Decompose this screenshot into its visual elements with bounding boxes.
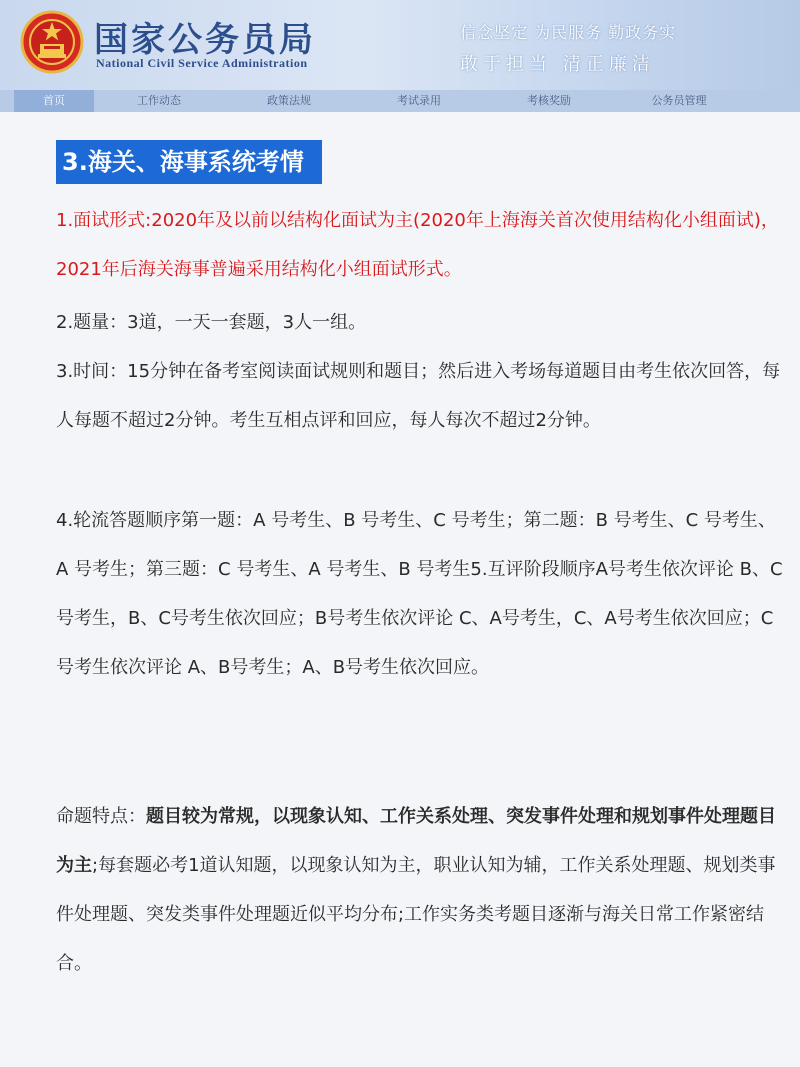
slogan-line-2: 敢于担当 清正廉洁 bbox=[460, 54, 655, 75]
nav-item-home[interactable]: 首页 bbox=[14, 90, 94, 112]
features-label: 命题特点： bbox=[56, 806, 146, 827]
item-interview-format: 1.面试形式:2020年及以前以结构化面试为主(2020年上海海关首次使用结构化小组面试)，2021年后海关海事普遍采用结构化小组面试形式。 bbox=[56, 210, 779, 280]
features-rest-text: ;每套题必考1道认知题，以现象认知为主，职业认知为辅，工作关系处理题、规划类事件处理题、突发类事件处理题近似平均分布;工作实务类考题目逐渐与海关日常工作紧密结合。 bbox=[56, 855, 776, 974]
nav-item-exam[interactable]: 考试录用 bbox=[397, 94, 441, 107]
site-subtitle: National Civil Service Administration bbox=[96, 56, 308, 70]
item-question-count: 2.题量：3道，一天一套题，3人一组。 bbox=[56, 312, 367, 333]
article-body bbox=[0, 112, 800, 1067]
slogan-line-1: 信念坚定 为民服务 勤政务实 bbox=[460, 23, 677, 42]
nav-item-policy[interactable]: 政策法规 bbox=[267, 94, 311, 107]
section-heading: 3.海关、海事系统考情 bbox=[56, 140, 322, 184]
item-answer-order: 4.轮流答题顺序第一题：A 号考生、B 号考生、C 号考生；第二题：B 号考生、C 号考生、A 号考生；第三题：C 号考生、A 号考生、B 号考生5.互评阶段顺序A号考生依次评论 B、C号考生，B、C号考生依次回应；B号考生依次评论 C、A号考生，C、A号考生依次回应；C号考生依次评论 A、B号考生；A、B号考生依次回应。 bbox=[56, 510, 783, 678]
national-emblem-icon bbox=[20, 10, 84, 74]
item-timing: 3.时间：15分钟在备考室阅读面试规则和题目；然后进入考场每道题目由考生依次回答，每人每题不超过2分钟。考生互相点评和回应，每人每次不超过2分钟。 bbox=[56, 361, 781, 431]
main-nav bbox=[0, 90, 800, 112]
nav-item-work-news[interactable]: 工作动态 bbox=[137, 94, 181, 107]
features-bold-text: 题目较为常规，以现象认知、工作关系处理、突发事件处理和规划事件处理题目为主 bbox=[56, 806, 776, 876]
site-header bbox=[0, 0, 800, 90]
site-title[interactable]: 国家公务员局 bbox=[94, 20, 316, 60]
question-features bbox=[56, 792, 784, 988]
nav-item-assessment[interactable]: 考核奖励 bbox=[527, 94, 571, 107]
nav-item-management[interactable]: 公务员管理 bbox=[651, 94, 707, 107]
